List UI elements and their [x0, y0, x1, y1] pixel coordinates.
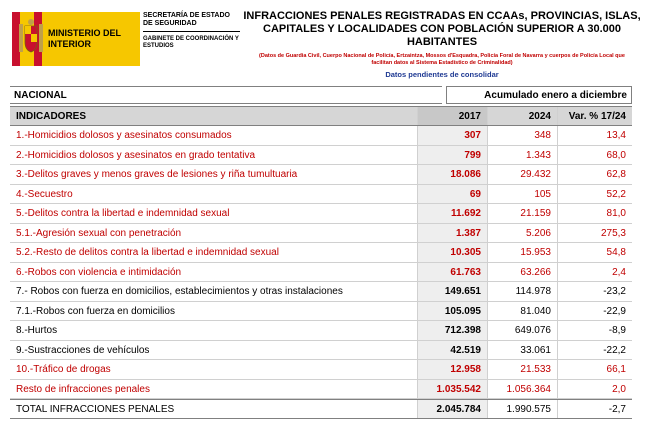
- value-2017-cell: 149.651: [417, 282, 487, 301]
- value-2024-cell: 105: [487, 185, 557, 204]
- variation-cell: -23,2: [557, 282, 632, 301]
- table-row: [10, 185, 632, 205]
- indicator-cell: 2.-Homicidios dolosos y asesinatos en grado tentativa: [16, 149, 256, 161]
- indicator-cell: TOTAL INFRACCIONES PENALES: [16, 404, 175, 415]
- secretaria-block: [143, 12, 240, 66]
- value-2024-cell: 33.061: [487, 341, 557, 360]
- scope-bar: [10, 86, 632, 104]
- crime-stats-table: [10, 106, 632, 419]
- ministry-name: MINISTERIO DEL INTERIOR: [48, 28, 121, 49]
- value-2024-cell: 1.343: [487, 146, 557, 165]
- indicator-cell: 6.-Robos con violencia e intimidación: [16, 266, 182, 278]
- value-2024-cell: 63.266: [487, 263, 557, 282]
- table-row: [10, 321, 632, 341]
- value-2024-cell: 1.056.364: [487, 380, 557, 399]
- table-row: [10, 282, 632, 302]
- period-label: Acumulado enero a diciembre: [446, 86, 632, 104]
- value-2024-cell: 21.533: [487, 360, 557, 379]
- value-2017-cell: 12.958: [417, 360, 487, 379]
- indicator-cell: 7.- Robos con fuerza en domicilios, establecimientos y otras instalaciones: [16, 286, 343, 297]
- region-label: NACIONAL: [10, 86, 442, 104]
- table-row: [10, 302, 632, 322]
- value-2017-cell: 712.398: [417, 321, 487, 340]
- value-2017-cell: 11.692: [417, 204, 487, 223]
- value-2017-cell: 105.095: [417, 302, 487, 321]
- variation-cell: 68,0: [557, 146, 632, 165]
- variation-cell: -8,9: [557, 321, 632, 340]
- value-2017-cell: 42.519: [417, 341, 487, 360]
- value-2024-cell: 81.040: [487, 302, 557, 321]
- value-2017-cell: 61.763: [417, 263, 487, 282]
- indicator-cell: 4.-Secuestro: [16, 188, 73, 200]
- value-2024-cell: 5.206: [487, 224, 557, 243]
- variation-cell: 2,4: [557, 263, 632, 282]
- variation-cell: 66,1: [557, 360, 632, 379]
- value-2024-cell: 1.990.575: [487, 400, 557, 418]
- value-2024-cell: 15.953: [487, 243, 557, 262]
- header-year-2017: 2017: [417, 107, 487, 125]
- page-header: [0, 0, 652, 78]
- value-2024-cell: 649.076: [487, 321, 557, 340]
- table-header-row: [10, 106, 632, 126]
- indicator-cell: 8.-Hurtos: [16, 325, 58, 336]
- table-row: [10, 380, 632, 400]
- value-2017-cell: 10.305: [417, 243, 487, 262]
- table-row: [10, 126, 632, 146]
- table-row: [10, 341, 632, 361]
- value-2017-cell: 1.035.542: [417, 380, 487, 399]
- table-row: [10, 243, 632, 263]
- variation-cell: -22,2: [557, 341, 632, 360]
- variation-cell: 52,2: [557, 185, 632, 204]
- variation-cell: -22,9: [557, 302, 632, 321]
- secretaria-label: SECRETARÍA DE ESTADO DE SEGURIDAD: [143, 12, 240, 32]
- table-row: [10, 165, 632, 185]
- indicator-cell: Resto de infracciones penales: [16, 383, 150, 395]
- report-title-block: [240, 10, 644, 79]
- value-2024-cell: 348: [487, 126, 557, 145]
- header-indicators: INDICADORES: [16, 111, 87, 122]
- table-row: [10, 224, 632, 244]
- table-row: [10, 204, 632, 224]
- table-row: [10, 263, 632, 283]
- header-variation: Var. % 17/24: [557, 107, 632, 125]
- variation-cell: 275,3: [557, 224, 632, 243]
- indicator-cell: 7.1.-Robos con fuerza en domicilios: [16, 305, 175, 317]
- variation-cell: 81,0: [557, 204, 632, 223]
- value-2024-cell: 21.159: [487, 204, 557, 223]
- indicator-cell: 5.2.-Resto de delitos contra la libertad e indemnidad sexual: [16, 247, 279, 258]
- indicator-cell: 5.-Delitos contra la libertad e indemnidad sexual: [16, 208, 230, 219]
- gabinete-label: GABINETE DE COORDINACIÓN Y ESTUDIOS: [143, 36, 239, 49]
- value-2024-cell: 29.432: [487, 165, 557, 184]
- value-2017-cell: 69: [417, 185, 487, 204]
- data-sources-note: (Datos de Guardia Civil, Cuerpo Nacional de Policía, Ertzaintza, Mossos d'Esquadra, Policía Foral de Navarra y cuerpos de Policía Local que facilitan datos al Sistema Estadístico de Criminalidad): [259, 53, 625, 66]
- pending-notice: Datos pendientes de consolidar: [385, 70, 499, 79]
- table-row: [10, 360, 632, 380]
- variation-cell: 2,0: [557, 380, 632, 399]
- header-year-2024: 2024: [487, 107, 557, 125]
- report-title: INFRACCIONES PENALES REGISTRADAS EN CCAAs, PROVINCIAS, ISLAS, CAPITALES Y LOCALIDADES CON POBLACIÓN SUPERIOR A 30.000 HABITANTES: [243, 10, 641, 48]
- value-2017-cell: 307: [417, 126, 487, 145]
- variation-cell: 54,8: [557, 243, 632, 262]
- indicator-cell: 3.-Delitos graves y menos graves de lesiones y riña tumultuaria: [16, 169, 298, 180]
- indicator-cell: 5.1.-Agresión sexual con penetración: [16, 227, 182, 239]
- value-2017-cell: 18.086: [417, 165, 487, 184]
- value-2017-cell: 2.045.784: [417, 400, 487, 418]
- value-2024-cell: 114.978: [487, 282, 557, 301]
- variation-cell: -2,7: [557, 400, 632, 418]
- value-2017-cell: 1.387: [417, 224, 487, 243]
- coat-of-arms-icon: [18, 18, 44, 58]
- table-row: [10, 399, 632, 419]
- value-2017-cell: 799: [417, 146, 487, 165]
- variation-cell: 62,8: [557, 165, 632, 184]
- indicator-cell: 10.-Tráfico de drogas: [16, 364, 111, 375]
- indicator-cell: 1.-Homicidios dolosos y asesinatos consumados: [16, 130, 232, 141]
- indicator-cell: 9.-Sustracciones de vehículos: [16, 344, 150, 356]
- table-row: [10, 146, 632, 166]
- variation-cell: 13,4: [557, 126, 632, 145]
